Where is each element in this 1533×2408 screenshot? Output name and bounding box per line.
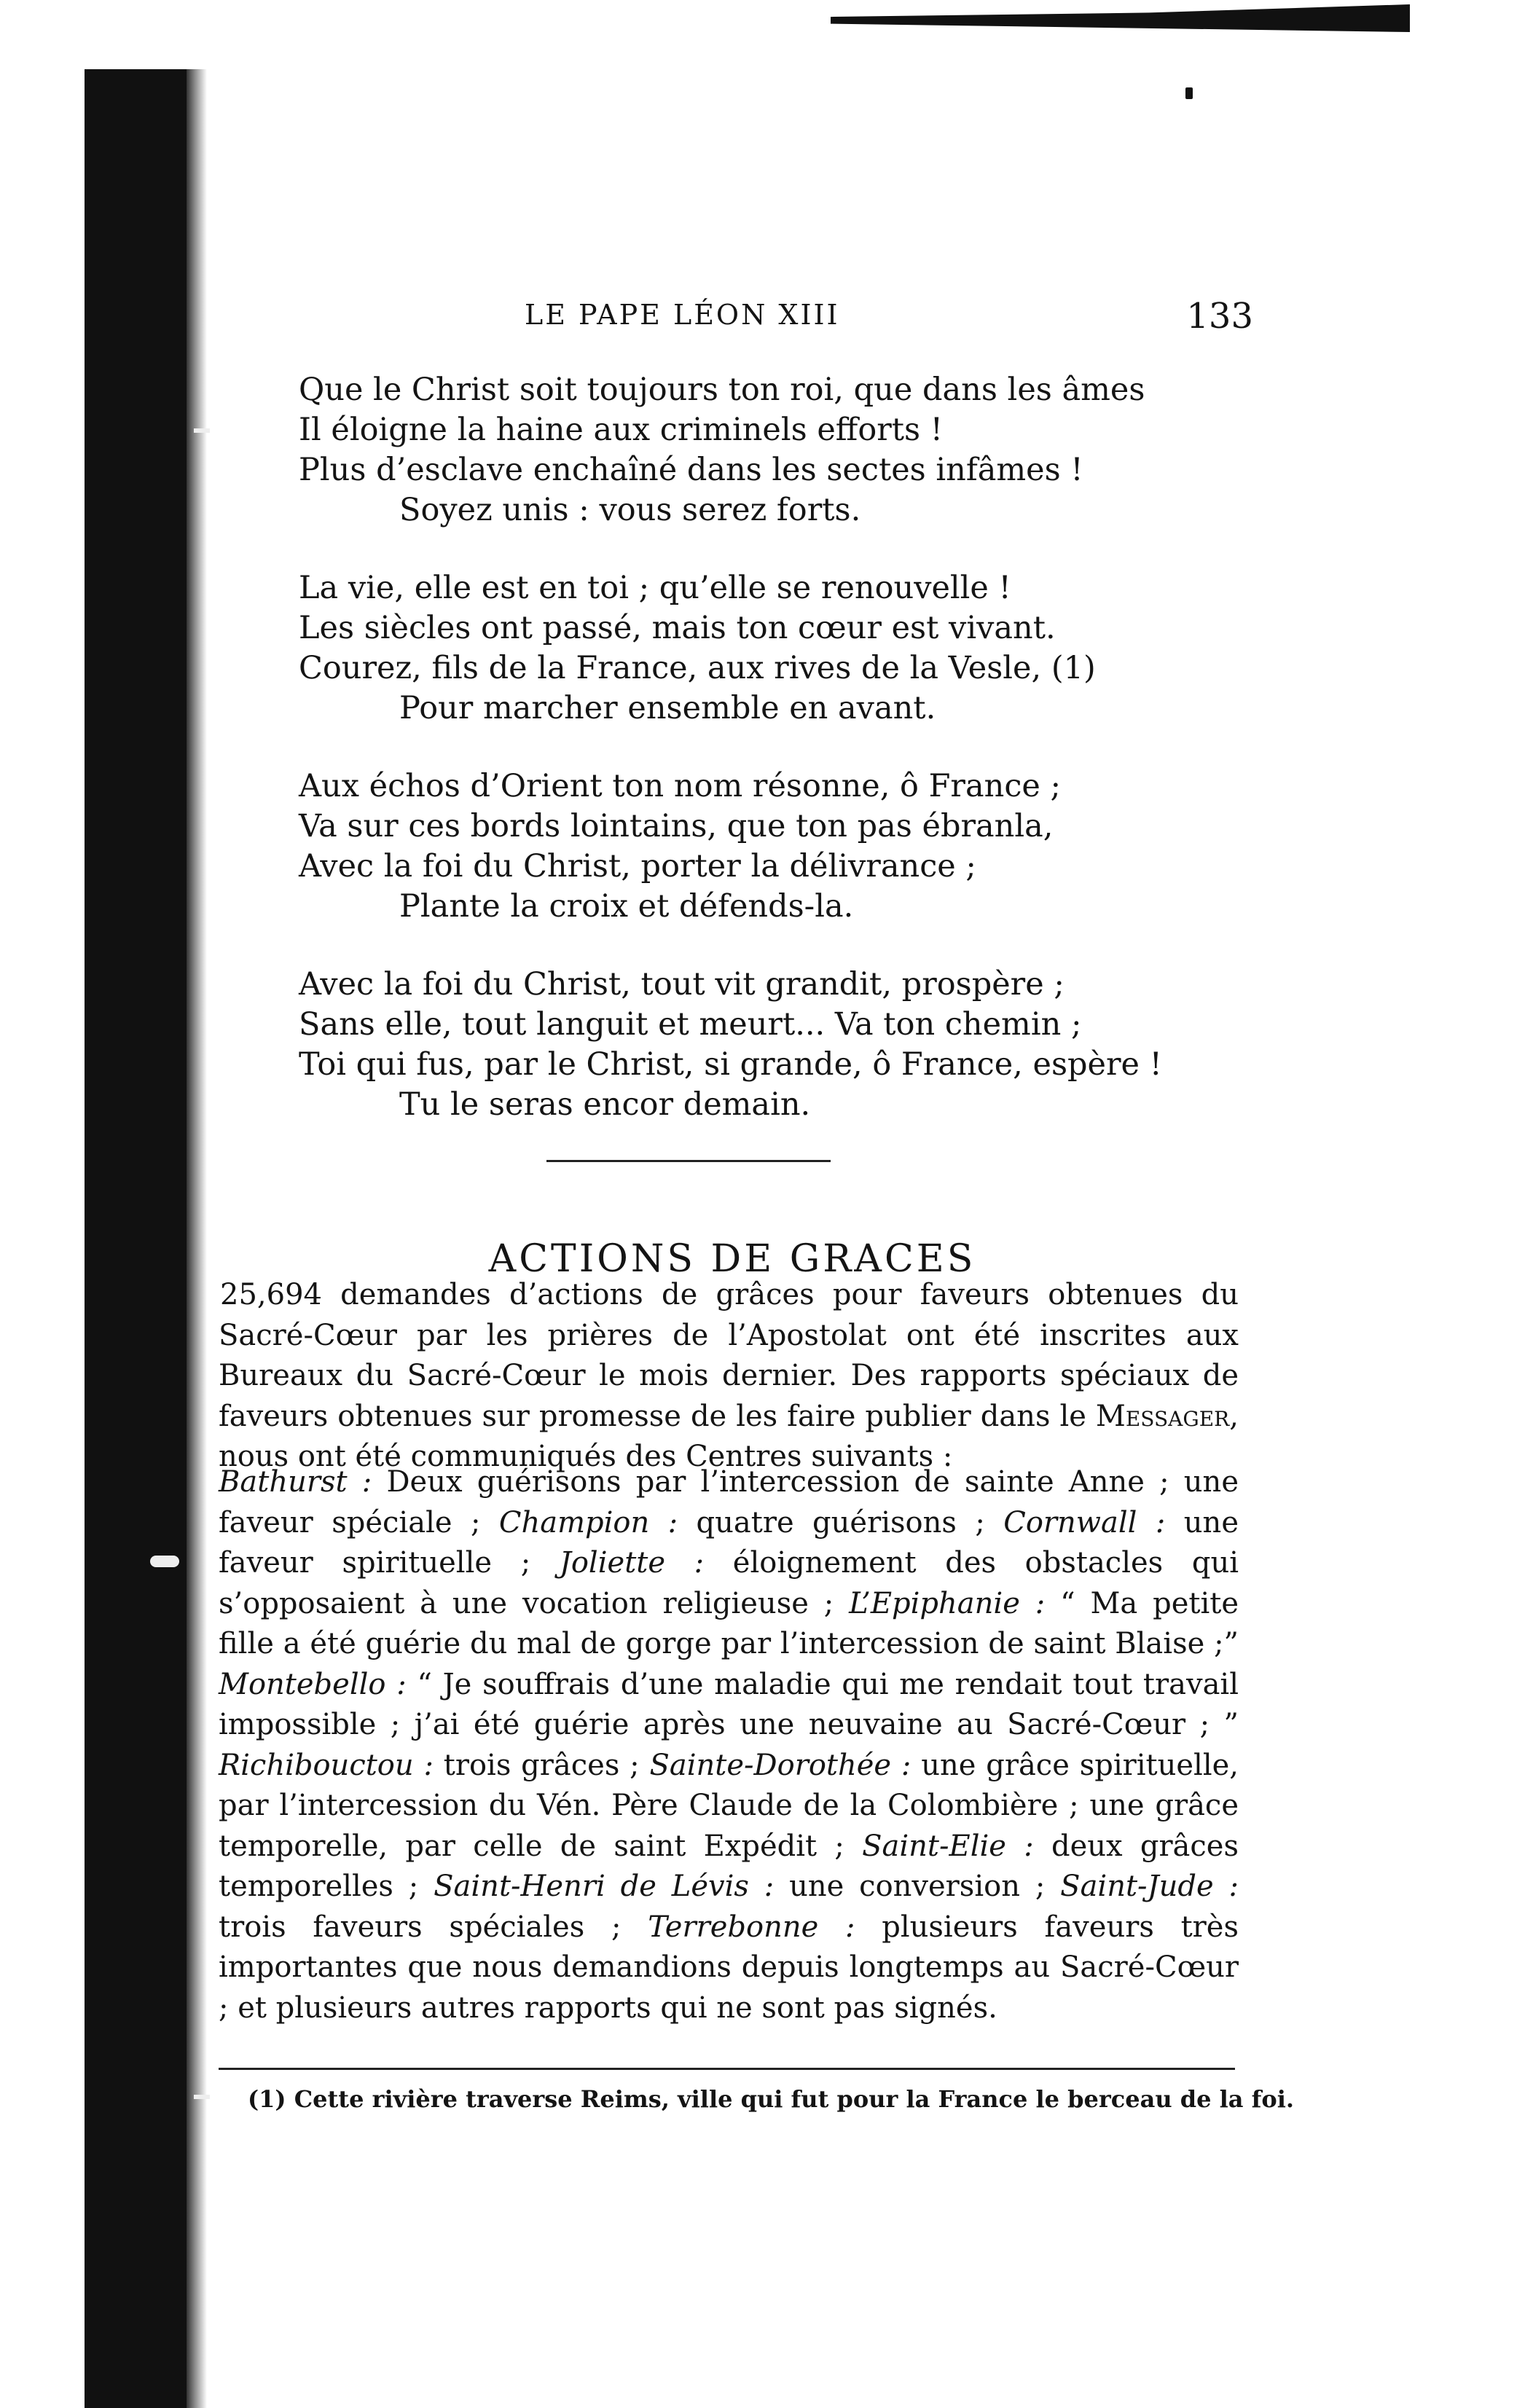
report-text: deux grâces temporelles ; [219, 1829, 1239, 1903]
report-place: Richibouctou : [219, 1748, 434, 1782]
verse-line: La vie, elle est en toi ; qu’elle se renouvelle ! [299, 570, 1011, 606]
poem [299, 370, 1246, 1163]
verse-line: Tu le seras encor demain. [399, 1086, 811, 1123]
report-place: Sainte-Dorothée : [649, 1748, 911, 1782]
verse-line: Que le Christ soit toujours ton roi, que dans les âmes [299, 372, 1145, 408]
report-text: “ Ma petite fille a été guérie du mal de gorge par l’intercession de saint Blaise ;” [219, 1586, 1239, 1660]
report-place: Saint-Henri de Lévis : [434, 1870, 775, 1903]
report-text: trois grâces ; [433, 1748, 650, 1782]
verse-line: Va sur ces bords lointains, que ton pas ébranla, [299, 808, 1054, 844]
scan-tick-mark [194, 428, 210, 433]
report-place: Joliette : [559, 1546, 705, 1580]
footnote-divider [219, 2068, 1235, 2070]
report-text: éloignement des obstacles qui s’opposaient à une vocation religieuse ; [219, 1546, 1239, 1620]
reports-paragraph [219, 1462, 1239, 2028]
verse-line: Soyez unis : vous serez forts. [399, 492, 861, 528]
scan-notch-mark [150, 1556, 179, 1567]
report-place: Saint-Elie : [862, 1829, 1034, 1863]
stanza [299, 965, 1246, 1125]
report-place: Cornwall : [1003, 1505, 1166, 1540]
verse-line: Pour marcher ensemble en avant. [399, 690, 936, 726]
report-text: trois faveurs spéciales ; [219, 1910, 648, 1944]
report-place: Montebello : [219, 1667, 407, 1701]
verse-line: Plus d’esclave enchaîné dans les sectes infâmes ! [299, 452, 1083, 488]
verse-line: Sans elle, tout languit et meurt... Va ton chemin ; [299, 1006, 1082, 1043]
report-text: Deux guérisons par l’intercession de sainte Anne ; une faveur spéciale ; [219, 1465, 1239, 1540]
intro-paragraph [219, 1275, 1239, 1478]
verse-line: Avec la foi du Christ, tout vit grandit, prospère ; [299, 966, 1065, 1003]
section-title: ACTIONS DE GRACES [488, 1237, 976, 1282]
page-number: 133 [1186, 296, 1253, 337]
report-place: L’Epiphanie : [849, 1586, 1046, 1620]
stanza [299, 568, 1246, 729]
report-place: Champion : [498, 1505, 678, 1540]
running-head [211, 296, 1253, 342]
verse-line: Avec la foi du Christ, porter la délivrance ; [299, 848, 976, 885]
scan-dot-mark [1185, 87, 1193, 99]
messager-title: Messager [1095, 1399, 1230, 1433]
section-divider [546, 1160, 831, 1162]
stanza [299, 370, 1246, 530]
scan-tick-mark [194, 2095, 210, 2099]
verse-line: Toi qui fus, par le Christ, si grande, ô France, espère ! [299, 1046, 1162, 1083]
report-place: Terrebonne : [648, 1910, 855, 1944]
report-text: plusieurs faveurs très importantes que nous demandions depuis longtemps au Sacré-Cœur ; et plusieurs autres rapports qui ne sont pas signés. [219, 1910, 1239, 2025]
report-text: “ Je souffrais d’une maladie qui me rendait tout travail impossible ; j’ai été guérie après une neuvaine au Sacré-Cœur ; ” [219, 1667, 1239, 1741]
scan-binding-shadow [85, 69, 187, 2408]
report-place: Saint-Jude : [1060, 1870, 1239, 1903]
verse-line: Courez, fils de la France, aux rives de la Vesle, (1) [299, 650, 1096, 686]
scan-top-edge-mark [831, 4, 1410, 32]
running-title: LE PAPE LÉON XIII [525, 299, 840, 331]
verse-line: Plante la croix et défends-la. [399, 888, 854, 925]
report-text: une conversion ; [774, 1870, 1061, 1903]
intro-text: 25,694 demandes d’actions de grâces pour faveurs obtenues du Sacré-Cœur par les prières de l’Apostolat ont été inscrites aux Bureaux du Sacré-Cœur le mois dernier. Des rapports spéciaux de faveurs obtenues sur promesse de les faire publier dans le [219, 1278, 1239, 1433]
report-text: quatre guérisons ; [678, 1505, 1004, 1540]
intro-text-end: , nous ont été communiqués des Centres suivants : [219, 1399, 1239, 1473]
verse-line: Les siècles ont passé, mais ton cœur est vivant. [299, 610, 1056, 646]
footnote: (1) Cette rivière traverse Reims, ville qui fut pour la France le berceau de la foi. [248, 2085, 1295, 2113]
stanza [299, 766, 1246, 927]
verse-line: Il éloigne la haine aux criminels efforts ! [299, 412, 944, 448]
report-place: Bathurst : [219, 1465, 372, 1499]
report-text: une faveur spirituelle ; [219, 1505, 1239, 1580]
report-text: une grâce spirituelle, par l’intercession du Vén. Père Claude de la Colombière ; une grâce temporelle, par celle de saint Expédit ; [219, 1748, 1239, 1863]
verse-line: Aux échos d’Orient ton nom résonne, ô France ; [299, 768, 1062, 804]
